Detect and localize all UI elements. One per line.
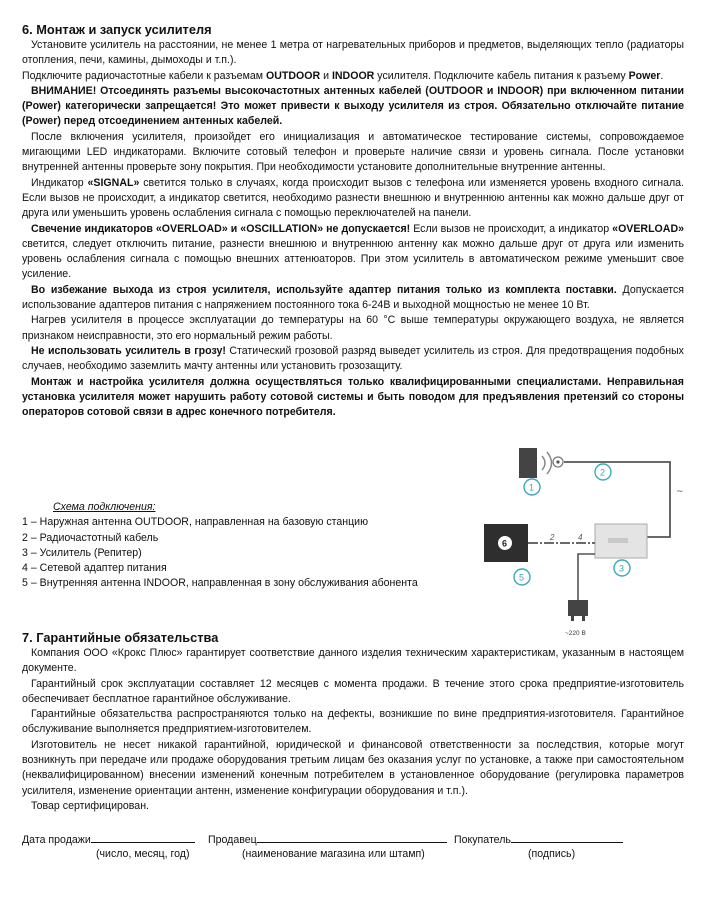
diagram-cable-mark-right: 4 [578,533,583,542]
diagram-label-2: 2 [600,467,606,478]
paragraph-placement: Установите усилитель на расстоянии, не менее 1 метра от нагревательных приборов и предметов, выделяющих тепло (радиаторы отопления, печи, камины, дымоходы и т.п.). [22,39,684,67]
connection-scheme-legend [22,500,418,592]
diagram-label-3: 3 [619,563,625,574]
paragraph-warranty-period: Гарантийный срок эксплуатации составляет 12 месяцев с момента продажи. В течение этого срока предприятие-изготовитель обеспечивает бесплатное гарантийное обслуживание. [22,677,684,705]
paragraph-thunderstorm: Не использовать усилитель в грозу! Статический грозовой разряд выведет усилитель из строя. Для предотвращения подобных случаев, необходимо заземлить мачту антенны или установить грозозащиту. [22,344,684,373]
signature-block [22,831,684,860]
outdoor-antenna [519,448,537,478]
diagram-cable-mark-left: 2 [550,533,555,542]
connection-diagram [480,442,690,642]
seller-field[interactable] [208,831,447,848]
paragraph-certified: Товар сертифицирован. [31,799,149,812]
sale-date-hint: (число, месяц, год) [96,848,190,860]
diagram-label-1: 1 [529,482,535,493]
section-6-title: 6. Монтаж и запуск усилителя [22,22,212,37]
svg-text:~: ~ [676,487,684,497]
paragraph-power-adapter: Во избежание выхода из строя усилителя, используйте адаптер питания только из комплекта поставки. Допускается использование адаптеров питания с напряжением постоянного тока 6-24В и выходной мощностью не менее 10 Вт. [22,283,685,312]
sale-date-field[interactable] [22,831,195,848]
power-adapter [568,600,588,616]
paragraph-signal-indicator: Индикатор «SIGNAL» светится только в случаях, когда происходит вызов с телефона или изменяется уровень входного сигнала. Если вызов не происходит, а индикатор светится, необходимо разнести внешнюю и внутреннюю антенны как можно дальше друг от друга или уменьшить уровень ослабления сигнала с помощью переключателей на панели. [22,176,684,220]
scheme-item: 4 – Сетевой адаптер питания [22,562,167,575]
outdoor-antenna-signal-icon [542,452,552,474]
diagram-label-6: 6 [502,538,508,549]
scheme-item: 1 – Наружная антенна OUTDOOR, направленная на базовую станцию [22,516,369,529]
sale-date-label: Дата продажи [22,834,91,846]
paragraph-warranty-scope: Гарантийные обязательства распространяются только на дефекты, возникшие по вине предприятия-изготовителя. Гарантийное обслуживание выполняется предприятием-изготовителем. [22,708,684,736]
section-7-title: 7. Гарантийные обязательства [22,630,219,645]
seller-label: Продавец [208,834,257,846]
section-6 [22,22,684,420]
scheme-item: 5 – Внутренняя антенна INDOOR, направленная в зону обслуживания абонента [22,577,418,590]
paragraph-overload: Свечение индикаторов «OVERLOAD» и «OSCILLATION» не допускается! Если вызов не происходит, а индикатор «OVERLOAD» светится, следует отключить питание, разнести внешнюю и внутреннюю антенну как можно дальше друг от друга или изменить уровень ослабления сигнала с помощью внешних аттенюаторов. При этом усилитель в автоматическом режиме уменьшит свое усиление. [22,222,684,281]
paragraph-warranty-compliance: Компания ООО «Крокс Плюс» гарантирует соответствие данного изделия техническим характеристикам, указанным в настоящем документе. [22,647,684,675]
paragraph-liability: Изготовитель не несет никакой гарантийной, юридической и финансовой ответственности за последствия, которые могут возникнуть при передаче или продаже оборудования третьим лицам без оказания услуг по установке, а также при самостоятельном (неквалифицированном) внесении изменений конечным потребителем в установленное оборудование (регулировка параметров усилителя, изменение ориентации антенн, изменение конфигурации оборудования и т.п.). [22,738,684,797]
buyer-field[interactable] [454,831,623,848]
diagram-power-label: ~220 В [565,630,586,637]
scheme-caption: Схема подключения: [53,501,156,513]
paragraph-warning: ВНИМАНИЕ! Отсоединять разъемы высокочастотных антенных кабелей (OUTDOOR и INDOOR) при включенном питании (Power) категорически запрещается! Это может привести к выходу усилителя из строя. Обязательно отключайте питание (Power) перед отсоединением антенных кабелей. [22,84,684,128]
scheme-item: 2 – Радиочастотный кабель [22,531,159,544]
paragraph-startup: После включения усилителя, произойдет его инициализация и автоматическое тестирование системы, сопровождаемое мигающими LED индикаторами. Включите сотовый телефон и проверьте наличие связи и уровень сигнала. После установки внутренней антенны проверьте зону покрытия. При необходимости установите дополнительные внутренние антенны. [22,130,684,174]
scheme-item: 3 – Усилитель (Репитер) [22,546,142,559]
paragraph-installation-specialists: Монтаж и настройка усилителя должна осуществляться только квалифицированными специалистами. Неправильная установка усилителя может нарушить работу сотовой системы и быть поводом для предъявления претензий со стороны операторов сотовой связи в адрес конечного потребителя. [22,375,684,419]
seller-hint: (наименование магазина или штамп) [242,848,425,860]
paragraph-heating: Нагрев усилителя в процессе эксплуатации до температуры на 60 °С выше температуры окружающего воздуха, не является признаком неисправности, это его нормальный режим работы. [22,314,684,342]
paragraph-connect-cables: Подключите радиочастотные кабели к разъемам OUTDOOR и INDOOR усилителя. Подключите кабель питания к разъему Power. [22,69,664,82]
power-cable [578,554,595,600]
buyer-label: Покупатель [454,834,511,846]
diagram-label-5: 5 [519,572,525,583]
section-7 [22,630,684,814]
buyer-hint: (подпись) [528,848,576,860]
